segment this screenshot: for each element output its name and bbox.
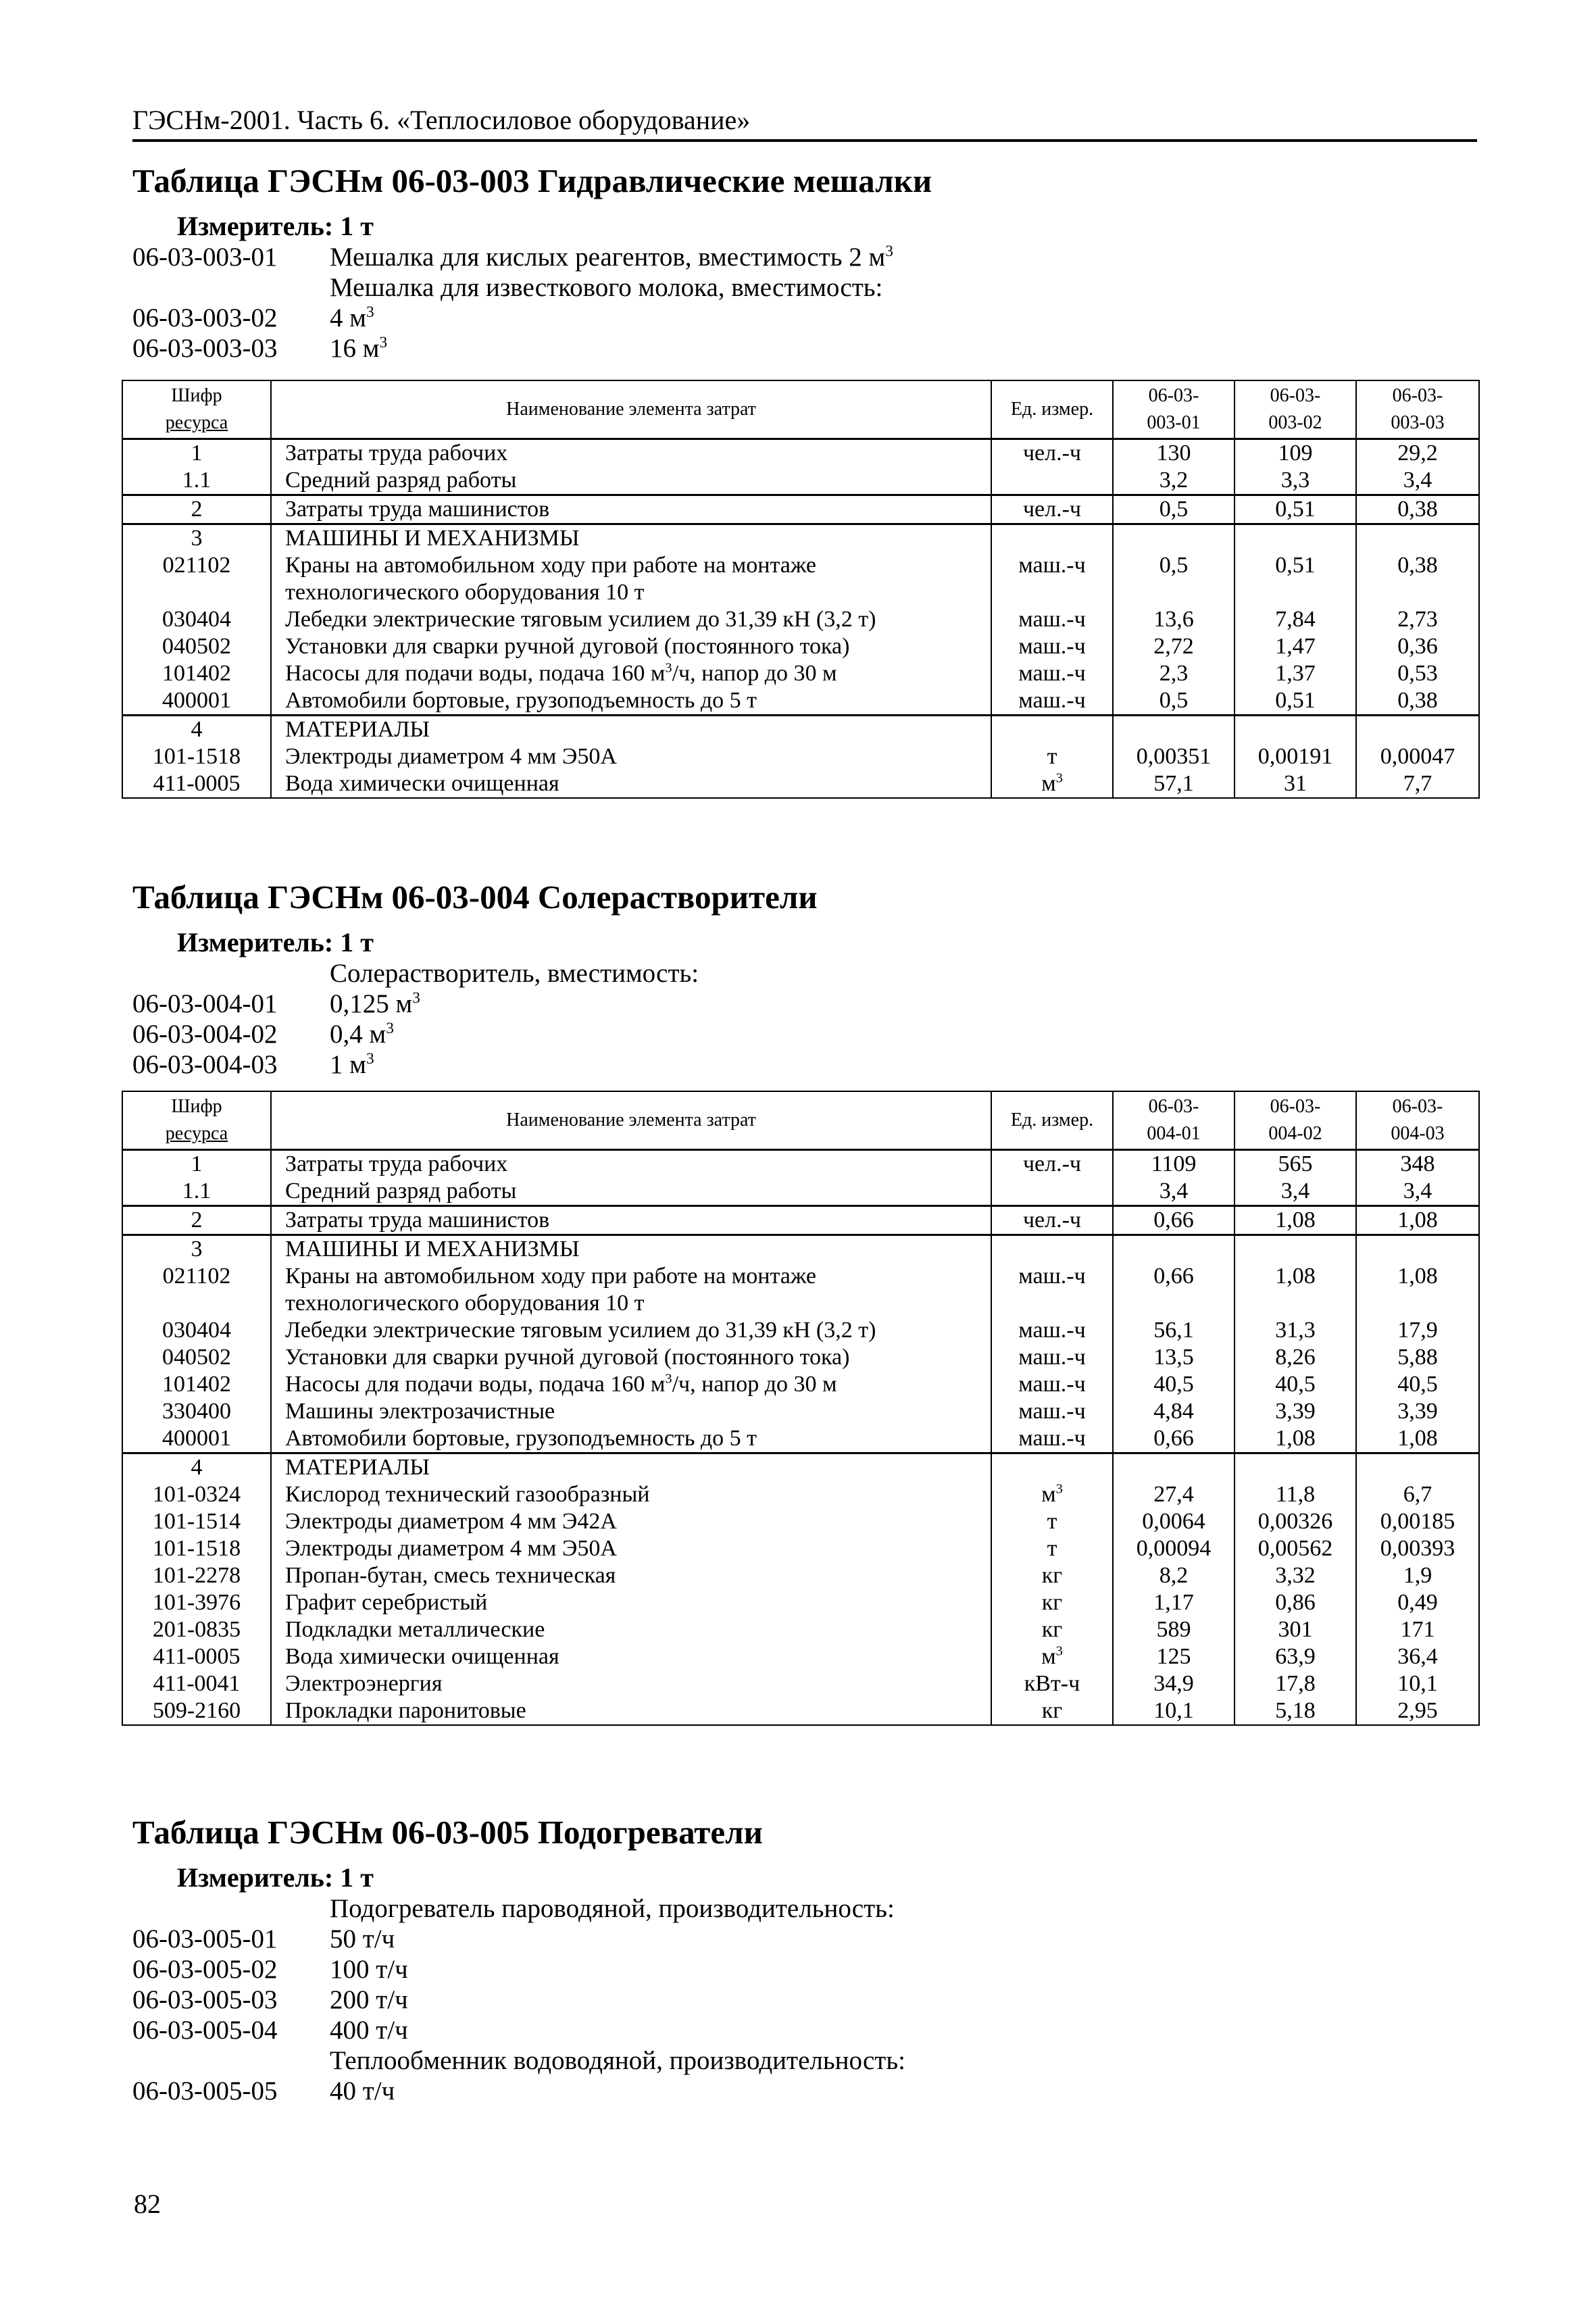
cost-element-name: Установки для сварки ручной дуговой (постоянного тока): [271, 1344, 991, 1371]
section-06-03-005: [132, 1811, 1477, 2106]
cost-element-name: МАШИНЫ И МЕХАНИЗМЫ: [271, 1235, 991, 1264]
table-row: [122, 1263, 1479, 1317]
resource-code: 101-0324: [122, 1481, 271, 1508]
unit-cell: [991, 1178, 1113, 1206]
value-cell: 589: [1113, 1616, 1235, 1643]
table-row: [122, 1589, 1479, 1616]
cost-element-name: Электроды диаметром 4 мм Э50А: [271, 1535, 991, 1562]
variant-row: [132, 333, 1477, 364]
header-unit: Ед. измер.: [991, 1091, 1113, 1150]
unit-cell: маш.-ч: [991, 606, 1113, 633]
header-unit: Ед. измер.: [991, 380, 1113, 439]
unit-cell: маш.-ч: [991, 1317, 1113, 1344]
value-cell: 2,72: [1113, 633, 1235, 660]
section-title: Таблица ГЭСНм 06-03-004 Солерастворители: [132, 878, 818, 916]
variant-row: [132, 242, 1477, 272]
unit-cell: маш.-ч: [991, 1398, 1113, 1425]
cost-element-name: Лебедки электрические тяговым усилием до 31,39 кН (3,2 т): [271, 1317, 991, 1344]
resource-code: 040502: [122, 1344, 271, 1371]
table-row: [122, 467, 1479, 495]
value-cell: 0,5: [1113, 495, 1235, 524]
unit-cell: маш.-ч: [991, 660, 1113, 687]
value-cell: 0,38: [1356, 687, 1479, 716]
value-cell: 4,84: [1113, 1398, 1235, 1425]
cost-element-name: Краны на автомобильном ходу при работе на монтаже технологического оборудования 10 т: [271, 1263, 991, 1317]
header-resource-code: Шифр ресурса: [122, 380, 271, 439]
value-cell: 0,5: [1113, 687, 1235, 716]
variant-row: [132, 1049, 1477, 1080]
table-row: [122, 1150, 1479, 1178]
value-cell: 40,5: [1113, 1371, 1235, 1398]
table-row: [122, 1562, 1479, 1589]
variant-code: 06-03-003-02: [132, 303, 278, 332]
resource-code: 101-3976: [122, 1589, 271, 1616]
measure-unit: Измеритель: 1 т: [177, 1862, 374, 1893]
cost-element-name: Установки для сварки ручной дуговой (постоянного тока): [271, 633, 991, 660]
unit-cell: [991, 1453, 1113, 1482]
variant-list: [132, 958, 1477, 1080]
resource-code: 411-0005: [122, 770, 271, 798]
unit-cell: маш.-ч: [991, 1425, 1113, 1453]
cost-element-name: Подкладки металлические: [271, 1616, 991, 1643]
cost-element-name: Кислород технический газообразный: [271, 1481, 991, 1508]
resource-code: 2: [122, 495, 271, 524]
variant-text: 1 $м^3$: [330, 1050, 374, 1079]
section-06-03-003: [132, 159, 1477, 364]
value-cell: 1,9: [1356, 1562, 1479, 1589]
value-cell: 2,73: [1356, 606, 1479, 633]
table-row: [122, 1670, 1479, 1697]
value-cell: 3,4: [1235, 1178, 1356, 1206]
value-cell: 130: [1113, 439, 1235, 468]
resource-code: 101402: [122, 1371, 271, 1398]
value-cell: 0,66: [1113, 1263, 1235, 1317]
variant-code: 06-03-004-01: [132, 989, 278, 1018]
resource-code: 411-0041: [122, 1670, 271, 1697]
value-cell: 0,66: [1113, 1206, 1235, 1235]
value-cell: [1113, 716, 1235, 744]
unit-cell: кг: [991, 1562, 1113, 1589]
resource-code: 040502: [122, 633, 271, 660]
variant-list: [132, 1893, 1477, 2106]
resource-code: 400001: [122, 1425, 271, 1453]
unit-cell: кг: [991, 1697, 1113, 1725]
measure-unit: Измеритель: 1 т: [177, 211, 374, 241]
header-variant-column: 06-03- 004-02: [1235, 1091, 1356, 1150]
value-cell: 1,08: [1356, 1206, 1479, 1235]
variant-text: 0,125 $м^3$: [330, 989, 420, 1018]
variant-code: 06-03-005-03: [132, 1985, 278, 2014]
section-title: Таблица ГЭСНм 06-03-005 Подогреватели: [132, 1814, 763, 1851]
unit-cell: маш.-ч: [991, 1263, 1113, 1317]
unit-cell: маш.-ч: [991, 1344, 1113, 1371]
unit-cell: $м^3$: [991, 1643, 1113, 1670]
resource-code: 2: [122, 1206, 271, 1235]
variant-text: 40 т/ч: [330, 2076, 395, 2106]
variant-text: 200 т/ч: [330, 1985, 408, 2014]
value-cell: 17,8: [1235, 1670, 1356, 1697]
unit-cell: кг: [991, 1616, 1113, 1643]
section-06-03-004: [132, 876, 1477, 1080]
value-cell: 0,00094: [1113, 1535, 1235, 1562]
value-cell: 3,3: [1235, 467, 1356, 495]
value-cell: 0,00351: [1113, 743, 1235, 770]
cost-element-name: Прокладки паронитовые: [271, 1697, 991, 1725]
value-cell: 5,18: [1235, 1697, 1356, 1725]
value-cell: 171: [1356, 1616, 1479, 1643]
resource-code: 4: [122, 716, 271, 744]
variant-row: [132, 1924, 1477, 1954]
value-cell: 0,38: [1356, 495, 1479, 524]
cost-element-name: Затраты труда рабочих: [271, 1150, 991, 1178]
table-row: [122, 716, 1479, 744]
unit-cell: т: [991, 1535, 1113, 1562]
table-row: [122, 1344, 1479, 1371]
resource-code: 411-0005: [122, 1643, 271, 1670]
unit-cell: чел.-ч: [991, 1150, 1113, 1178]
value-cell: 1,08: [1235, 1206, 1356, 1235]
value-cell: [1356, 716, 1479, 744]
value-cell: 0,00562: [1235, 1535, 1356, 1562]
table-header-row: [122, 380, 1479, 439]
variant-row: [132, 2015, 1477, 2045]
table-row: [122, 1317, 1479, 1344]
variant-text: Солерастворитель, вместимость:: [330, 959, 699, 988]
table-row: [122, 1453, 1479, 1482]
variant-row: [132, 303, 1477, 333]
variant-text: 4 $м^3$: [330, 303, 374, 332]
variant-text: 16 $м^3$: [330, 334, 388, 363]
value-cell: 0,36: [1356, 633, 1479, 660]
value-cell: 0,86: [1235, 1589, 1356, 1616]
table-row: [122, 633, 1479, 660]
value-cell: [1235, 1453, 1356, 1482]
variant-row: [132, 989, 1477, 1019]
unit-cell: чел.-ч: [991, 495, 1113, 524]
table-row: [122, 770, 1479, 798]
unit-cell: кг: [991, 1589, 1113, 1616]
cost-element-name: Затраты труда машинистов: [271, 495, 991, 524]
variant-code: [132, 2045, 330, 2076]
table-row: [122, 1535, 1479, 1562]
value-cell: 0,51: [1235, 687, 1356, 716]
variant-code: [132, 958, 330, 989]
cost-element-name: Электроды диаметром 4 мм Э42А: [271, 1508, 991, 1535]
value-cell: 0,5: [1113, 552, 1235, 606]
running-header: ГЭСНм-2001. Часть 6. «Теплосиловое оборудование»: [132, 101, 1477, 142]
unit-cell: [991, 524, 1113, 553]
value-cell: 34,9: [1113, 1670, 1235, 1697]
value-cell: 109: [1235, 439, 1356, 468]
table-row: [122, 1371, 1479, 1398]
resource-code: 101-1514: [122, 1508, 271, 1535]
value-cell: 1,08: [1235, 1263, 1356, 1317]
variant-text: Подогреватель пароводяной, производительность:: [330, 1894, 895, 1923]
cost-element-name: Затраты труда машинистов: [271, 1206, 991, 1235]
cost-element-name: Электроды диаметром 4 мм Э50А: [271, 743, 991, 770]
value-cell: 3,39: [1235, 1398, 1356, 1425]
table-row: [122, 524, 1479, 553]
header-variant-column: 06-03- 003-01: [1113, 380, 1235, 439]
value-cell: 3,4: [1356, 1178, 1479, 1206]
variant-code: [132, 1893, 330, 1924]
value-cell: 0,00047: [1356, 743, 1479, 770]
cost-element-name: Вода химически очищенная: [271, 770, 991, 798]
header-variant-column: 06-03- 003-02: [1235, 380, 1356, 439]
value-cell: [1235, 716, 1356, 744]
unit-cell: маш.-ч: [991, 1371, 1113, 1398]
unit-cell: [991, 716, 1113, 744]
value-cell: [1113, 1453, 1235, 1482]
table-row: [122, 1206, 1479, 1235]
value-cell: 1,08: [1356, 1425, 1479, 1453]
resource-code: 030404: [122, 1317, 271, 1344]
unit-cell: $м^3$: [991, 770, 1113, 798]
header-cost-element: Наименование элемента затрат: [271, 1091, 991, 1150]
cost-element-name: МАТЕРИАЛЫ: [271, 716, 991, 744]
value-cell: 56,1: [1113, 1317, 1235, 1344]
value-cell: 40,5: [1356, 1371, 1479, 1398]
resource-code: 1.1: [122, 467, 271, 495]
value-cell: [1356, 524, 1479, 553]
resource-code: 101-2278: [122, 1562, 271, 1589]
variant-code: 06-03-005-04: [132, 2016, 278, 2045]
value-cell: [1356, 1235, 1479, 1264]
table-row: [122, 1235, 1479, 1264]
table-row: [122, 495, 1479, 524]
value-cell: 1,47: [1235, 633, 1356, 660]
table-row: [122, 660, 1479, 687]
unit-cell: [991, 1235, 1113, 1264]
resource-code: 509-2160: [122, 1697, 271, 1725]
variant-code: 06-03-005-01: [132, 1924, 278, 1953]
header-variant-column: 06-03- 004-03: [1356, 1091, 1479, 1150]
cost-element-name: Средний разряд работы: [271, 467, 991, 495]
variant-row: [132, 1985, 1477, 2015]
value-cell: 0,38: [1356, 552, 1479, 606]
table-row: [122, 1178, 1479, 1206]
cost-element-name: Насосы для подачи воды, подача 160 $м^3/ч$, напор до 30 м: [271, 1371, 991, 1398]
variant-text: Теплообменник водоводяной, производительность:: [330, 2046, 905, 2075]
variant-row: [132, 2045, 1477, 2076]
table-row: [122, 1508, 1479, 1535]
variant-text: 50 т/ч: [330, 1924, 395, 1953]
value-cell: 2,95: [1356, 1697, 1479, 1725]
variant-list: [132, 242, 1477, 364]
variant-code: 06-03-004-02: [132, 1020, 278, 1049]
variant-text: 400 т/ч: [330, 2016, 408, 2045]
resource-code: 101402: [122, 660, 271, 687]
resource-code: 201-0835: [122, 1616, 271, 1643]
resource-table-06-03-003: [122, 380, 1480, 799]
value-cell: [1113, 524, 1235, 553]
value-cell: 1,08: [1356, 1263, 1479, 1317]
value-cell: 0,66: [1113, 1425, 1235, 1453]
value-cell: 0,00185: [1356, 1508, 1479, 1535]
value-cell: 3,4: [1113, 1178, 1235, 1206]
unit-cell: т: [991, 743, 1113, 770]
resource-code: 400001: [122, 687, 271, 716]
unit-cell: маш.-ч: [991, 552, 1113, 606]
resource-code: 3: [122, 1235, 271, 1264]
value-cell: [1113, 1235, 1235, 1264]
value-cell: 3,39: [1356, 1398, 1479, 1425]
value-cell: 3,32: [1235, 1562, 1356, 1589]
value-cell: 5,88: [1356, 1344, 1479, 1371]
value-cell: 565: [1235, 1150, 1356, 1178]
cost-element-name: Насосы для подачи воды, подача 160 $м^3/ч$, напор до 30 м: [271, 660, 991, 687]
value-cell: 7,7: [1356, 770, 1479, 798]
variant-code: 06-03-003-01: [132, 243, 278, 272]
table-row: [122, 552, 1479, 606]
variant-text: Мешалка для кислых реагентов, вместимость 2 $м^3$: [330, 243, 893, 272]
value-cell: 301: [1235, 1616, 1356, 1643]
variant-code: [132, 272, 330, 303]
variant-row: [132, 958, 1477, 989]
value-cell: 63,9: [1235, 1643, 1356, 1670]
table-row: [122, 606, 1479, 633]
value-cell: 6,7: [1356, 1481, 1479, 1508]
cost-element-name: Лебедки электрические тяговым усилием до 31,39 кН (3,2 т): [271, 606, 991, 633]
value-cell: 348: [1356, 1150, 1479, 1178]
resource-code: 1.1: [122, 1178, 271, 1206]
value-cell: 0,51: [1235, 495, 1356, 524]
value-cell: 1109: [1113, 1150, 1235, 1178]
page-number: 82: [134, 2189, 161, 2219]
variant-text: Мешалка для известкового молока, вместимость:: [330, 273, 883, 302]
cost-element-name: Электроэнергия: [271, 1670, 991, 1697]
cost-element-name: Краны на автомобильном ходу при работе на монтаже технологического оборудования 10 т: [271, 552, 991, 606]
variant-row: [132, 1019, 1477, 1049]
value-cell: 0,00326: [1235, 1508, 1356, 1535]
table-row: [122, 1697, 1479, 1725]
resource-code: 4: [122, 1453, 271, 1482]
header-variant-column: 06-03- 003-03: [1356, 380, 1479, 439]
value-cell: 57,1: [1113, 770, 1235, 798]
value-cell: 13,6: [1113, 606, 1235, 633]
unit-cell: кВт-ч: [991, 1670, 1113, 1697]
table-row: [122, 687, 1479, 716]
variant-code: 06-03-005-02: [132, 1955, 278, 1984]
unit-cell: $м^3$: [991, 1481, 1113, 1508]
resource-code: 021102: [122, 552, 271, 606]
value-cell: 10,1: [1356, 1670, 1479, 1697]
resource-code: 1: [122, 439, 271, 468]
header-variant-column: 06-03- 004-01: [1113, 1091, 1235, 1150]
table-row: [122, 1643, 1479, 1670]
value-cell: 1,17: [1113, 1589, 1235, 1616]
value-cell: 36,4: [1356, 1643, 1479, 1670]
unit-cell: чел.-ч: [991, 439, 1113, 468]
value-cell: 8,2: [1113, 1562, 1235, 1589]
variant-code: 06-03-004-03: [132, 1050, 278, 1079]
cost-element-name: МАШИНЫ И МЕХАНИЗМЫ: [271, 524, 991, 553]
value-cell: 0,49: [1356, 1589, 1479, 1616]
value-cell: [1356, 1453, 1479, 1482]
cost-element-name: Затраты труда рабочих: [271, 439, 991, 468]
resource-code: 030404: [122, 606, 271, 633]
value-cell: [1235, 1235, 1356, 1264]
value-cell: 29,2: [1356, 439, 1479, 468]
table-row: [122, 1425, 1479, 1453]
table-row: [122, 1481, 1479, 1508]
table-row: [122, 743, 1479, 770]
resource-code: 101-1518: [122, 1535, 271, 1562]
resource-code: 330400: [122, 1398, 271, 1425]
cost-element-name: Графит серебристый: [271, 1589, 991, 1616]
cost-element-name: Пропан-бутан, смесь техническая: [271, 1562, 991, 1589]
variant-row: [132, 1954, 1477, 1985]
value-cell: 31,3: [1235, 1317, 1356, 1344]
value-cell: 0,00393: [1356, 1535, 1479, 1562]
value-cell: 0,0064: [1113, 1508, 1235, 1535]
value-cell: 1,08: [1235, 1425, 1356, 1453]
table-row: [122, 1616, 1479, 1643]
header-cost-element: Наименование элемента затрат: [271, 380, 991, 439]
resource-code: 3: [122, 524, 271, 553]
value-cell: 8,26: [1235, 1344, 1356, 1371]
section-title: Таблица ГЭСНм 06-03-003 Гидравлические мешалки: [132, 162, 932, 199]
cost-element-name: Машины электрозачистные: [271, 1398, 991, 1425]
cost-element-name: Средний разряд работы: [271, 1178, 991, 1206]
value-cell: 11,8: [1235, 1481, 1356, 1508]
value-cell: 40,5: [1235, 1371, 1356, 1398]
value-cell: 0,51: [1235, 552, 1356, 606]
resource-code: 021102: [122, 1263, 271, 1317]
table-header-row: [122, 1091, 1479, 1150]
unit-cell: т: [991, 1508, 1113, 1535]
unit-cell: маш.-ч: [991, 633, 1113, 660]
value-cell: 3,4: [1356, 467, 1479, 495]
unit-cell: чел.-ч: [991, 1206, 1113, 1235]
cost-element-name: МАТЕРИАЛЫ: [271, 1453, 991, 1482]
table-row: [122, 1398, 1479, 1425]
cost-element-name: Автомобили бортовые, грузоподъемность до 5 т: [271, 1425, 991, 1453]
resource-code: 1: [122, 1150, 271, 1178]
variant-row: [132, 272, 1477, 303]
variant-row: [132, 1893, 1477, 1924]
resource-code: 101-1518: [122, 743, 271, 770]
value-cell: 3,2: [1113, 467, 1235, 495]
table-row: [122, 439, 1479, 468]
value-cell: 0,00191: [1235, 743, 1356, 770]
variant-text: 0,4 $м^3$: [330, 1020, 394, 1049]
value-cell: 2,3: [1113, 660, 1235, 687]
value-cell: 125: [1113, 1643, 1235, 1670]
value-cell: 10,1: [1113, 1697, 1235, 1725]
value-cell: 0,53: [1356, 660, 1479, 687]
value-cell: 17,9: [1356, 1317, 1479, 1344]
value-cell: [1235, 524, 1356, 553]
variant-text: 100 т/ч: [330, 1955, 408, 1984]
value-cell: 1,37: [1235, 660, 1356, 687]
header-resource-code: Шифр ресурса: [122, 1091, 271, 1150]
variant-code: 06-03-003-03: [132, 334, 278, 363]
cost-element-name: Вода химически очищенная: [271, 1643, 991, 1670]
value-cell: 31: [1235, 770, 1356, 798]
unit-cell: [991, 467, 1113, 495]
cost-element-name: Автомобили бортовые, грузоподъемность до 5 т: [271, 687, 991, 716]
resource-table-06-03-004: [122, 1091, 1480, 1726]
unit-cell: маш.-ч: [991, 687, 1113, 716]
variant-code: 06-03-005-05: [132, 2076, 278, 2106]
value-cell: 13,5: [1113, 1344, 1235, 1371]
measure-unit: Измеритель: 1 т: [177, 927, 374, 957]
variant-row: [132, 2076, 1477, 2106]
value-cell: 27,4: [1113, 1481, 1235, 1508]
value-cell: 7,84: [1235, 606, 1356, 633]
